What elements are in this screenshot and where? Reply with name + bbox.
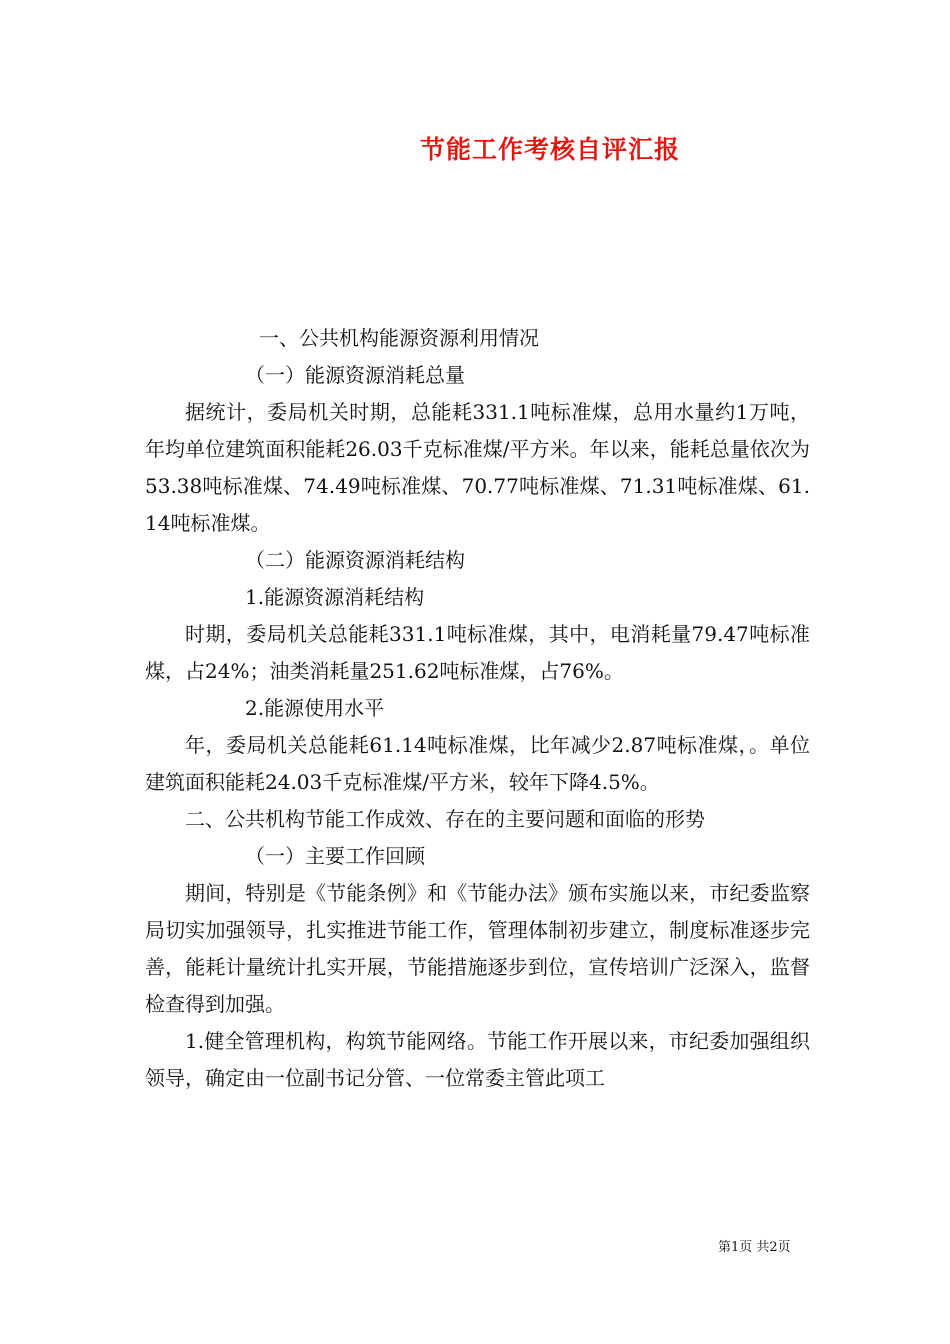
- heading-item-2: 2.能源使用水平: [245, 696, 385, 720]
- paragraph-management-structure: 1.健全管理机构，构筑节能网络。节能工作开展以来，市纪委加强组织领导，确定由一位副书记分管、一位常委主管此项工: [145, 1029, 810, 1090]
- heading-item-1: 1.能源资源消耗结构: [245, 585, 425, 609]
- heading-subsection-1-1: （一）能源资源消耗总量: [245, 363, 465, 387]
- paragraph-work-review: 期间，特别是《节能条例》和《节能办法》颁布实施以来，市纪委监察局切实加强领导，扎实推进节能工作，管理体制初步建立，制度标准逐步完善，能耗计量统计扎实开展，节能措施逐步到位，宣传培训广泛深入，监督检查得到加强。: [145, 881, 810, 1016]
- paragraph-energy-level: 年，委局机关总能耗61.14吨标准煤，比年减少2.87吨标准煤，。单位建筑面积能耗24.03千克标准煤/平方米，较年下降4.5%。: [145, 733, 810, 794]
- heading-subsection-1-2: （二）能源资源消耗结构: [245, 548, 465, 572]
- document-body: [145, 320, 810, 1097]
- paragraph-consumption-total: 据统计，委局机关时期，总能耗331.1吨标准煤，总用水量约1万吨，年均单位建筑面积能耗26.03千克标准煤/平方米。年以来，能耗总量依次为53.38吨标准煤、74.49吨标准煤、70.77吨标准煤、71.31吨标准煤、61.14吨标准煤。: [145, 400, 810, 535]
- heading-section-1: 一、公共机构能源资源利用情况: [259, 326, 539, 350]
- heading-section-2: 二、公共机构节能工作成效、存在的主要问题和面临的形势: [185, 807, 705, 831]
- document-title: 节能工作考核自评汇报: [419, 135, 680, 164]
- page-number-footer: 第1页 共2页: [718, 1240, 791, 1255]
- paragraph-consumption-structure: 时期，委局机关总能耗331.1吨标准煤，其中，电消耗量79.47吨标准煤，占24%；油类消耗量251.62吨标准煤，占76%。: [145, 622, 810, 683]
- heading-subsection-2-1: （一）主要工作回顾: [245, 844, 425, 868]
